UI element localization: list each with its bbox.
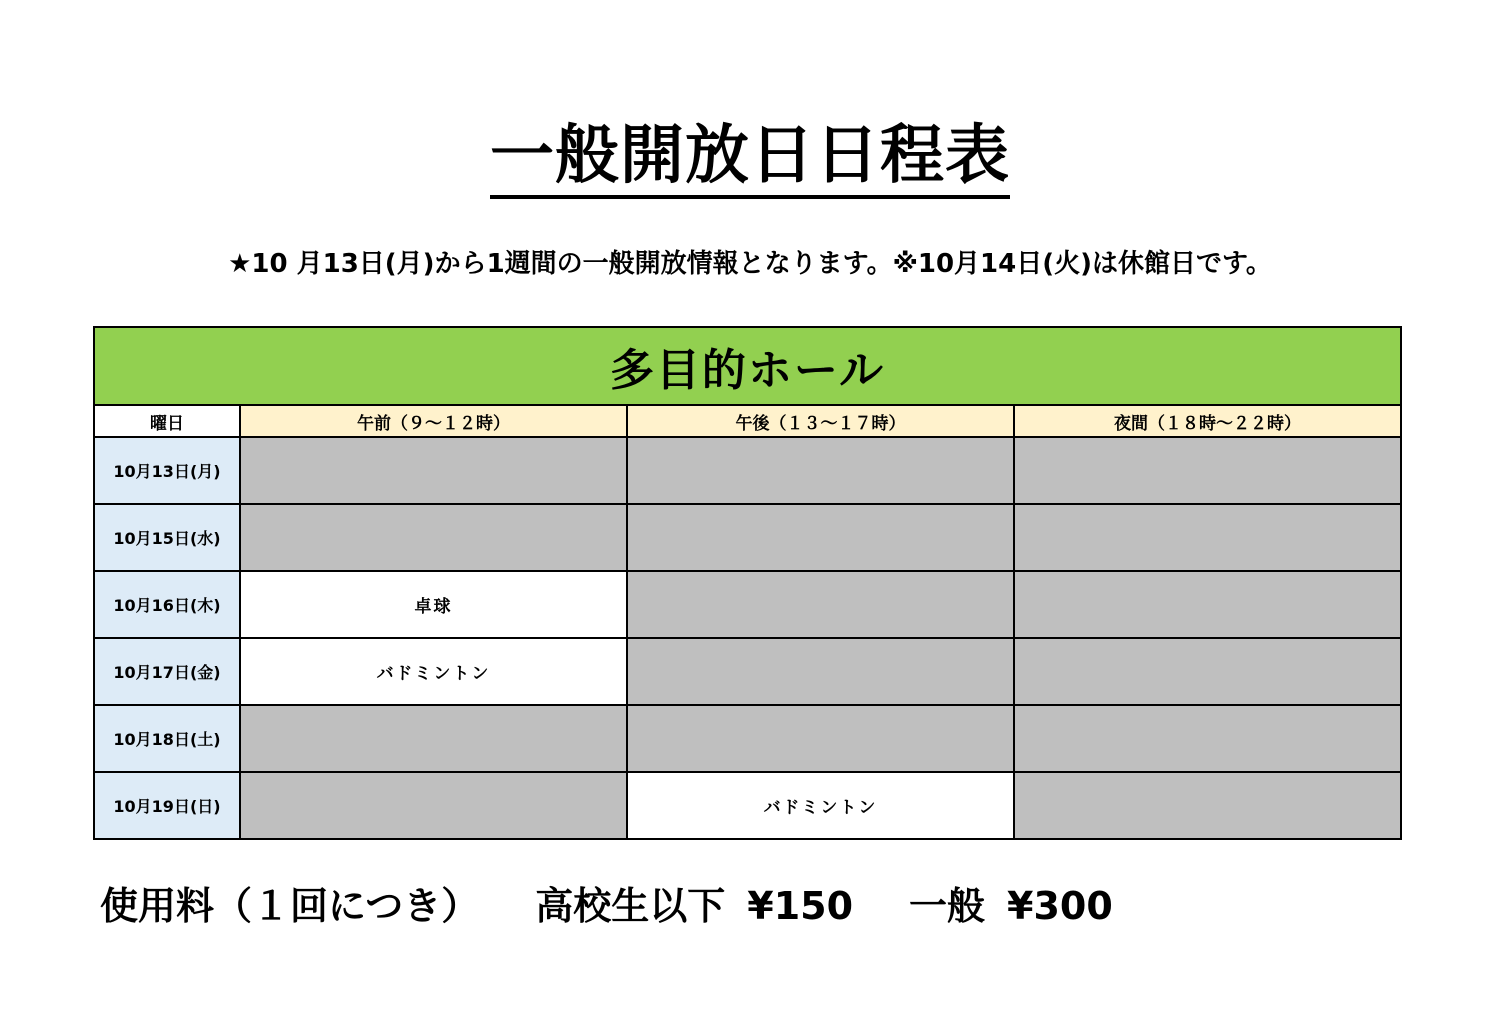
- morning-cell: [240, 437, 627, 504]
- night-cell: [1014, 504, 1401, 571]
- night-cell: [1014, 437, 1401, 504]
- morning-cell: バドミントン: [240, 638, 627, 705]
- usage-fee-line: [100, 884, 1113, 930]
- fee-general-price: ¥300: [1007, 884, 1113, 928]
- afternoon-cell: [627, 437, 1014, 504]
- day-cell: 10月18日(土): [94, 705, 240, 772]
- table-row: [94, 705, 1401, 772]
- afternoon-cell: [627, 638, 1014, 705]
- afternoon-cell: [627, 705, 1014, 772]
- column-header-day: 曜日: [94, 405, 240, 437]
- night-cell: [1014, 705, 1401, 772]
- schedule-table: [93, 326, 1402, 840]
- table-row: [94, 571, 1401, 638]
- fee-general-label: 一般: [909, 884, 986, 928]
- night-cell: [1014, 638, 1401, 705]
- fee-student-label: 高校生以下: [535, 884, 726, 928]
- fee-label: 使用料（１回につき）: [100, 884, 480, 928]
- morning-cell: 卓球: [240, 571, 627, 638]
- notice-text: ★10 月13日(月)から1週間の一般開放情報となります。※10月14日(火)は休館日です。: [228, 249, 1272, 279]
- morning-cell: [240, 705, 627, 772]
- page-title: [0, 118, 1500, 195]
- night-cell: [1014, 772, 1401, 839]
- day-cell: 10月17日(金): [94, 638, 240, 705]
- day-cell: 10月15日(水): [94, 504, 240, 571]
- day-cell: 10月13日(月): [94, 437, 240, 504]
- day-cell: 10月16日(木): [94, 571, 240, 638]
- column-header-morning: 午前（９～１２時）: [240, 405, 627, 437]
- column-header-night: 夜間（１８時～２２時）: [1014, 405, 1401, 437]
- table-row: [94, 504, 1401, 571]
- morning-cell: [240, 772, 627, 839]
- morning-cell: [240, 504, 627, 571]
- table-row: [94, 772, 1401, 839]
- afternoon-cell: [627, 571, 1014, 638]
- table-row: [94, 638, 1401, 705]
- column-header-row: [94, 405, 1401, 437]
- day-cell: 10月19日(日): [94, 772, 240, 839]
- afternoon-cell: [627, 504, 1014, 571]
- fee-student-price: ¥150: [747, 884, 854, 928]
- hall-name: 多目的ホール: [94, 327, 1401, 405]
- afternoon-cell: バドミントン: [627, 772, 1014, 839]
- page-title-text: 一般開放日日程表: [490, 119, 1010, 199]
- night-cell: [1014, 571, 1401, 638]
- hall-header-row: [94, 327, 1401, 405]
- column-header-afternoon: 午後（１３～１７時）: [627, 405, 1014, 437]
- table-row: [94, 437, 1401, 504]
